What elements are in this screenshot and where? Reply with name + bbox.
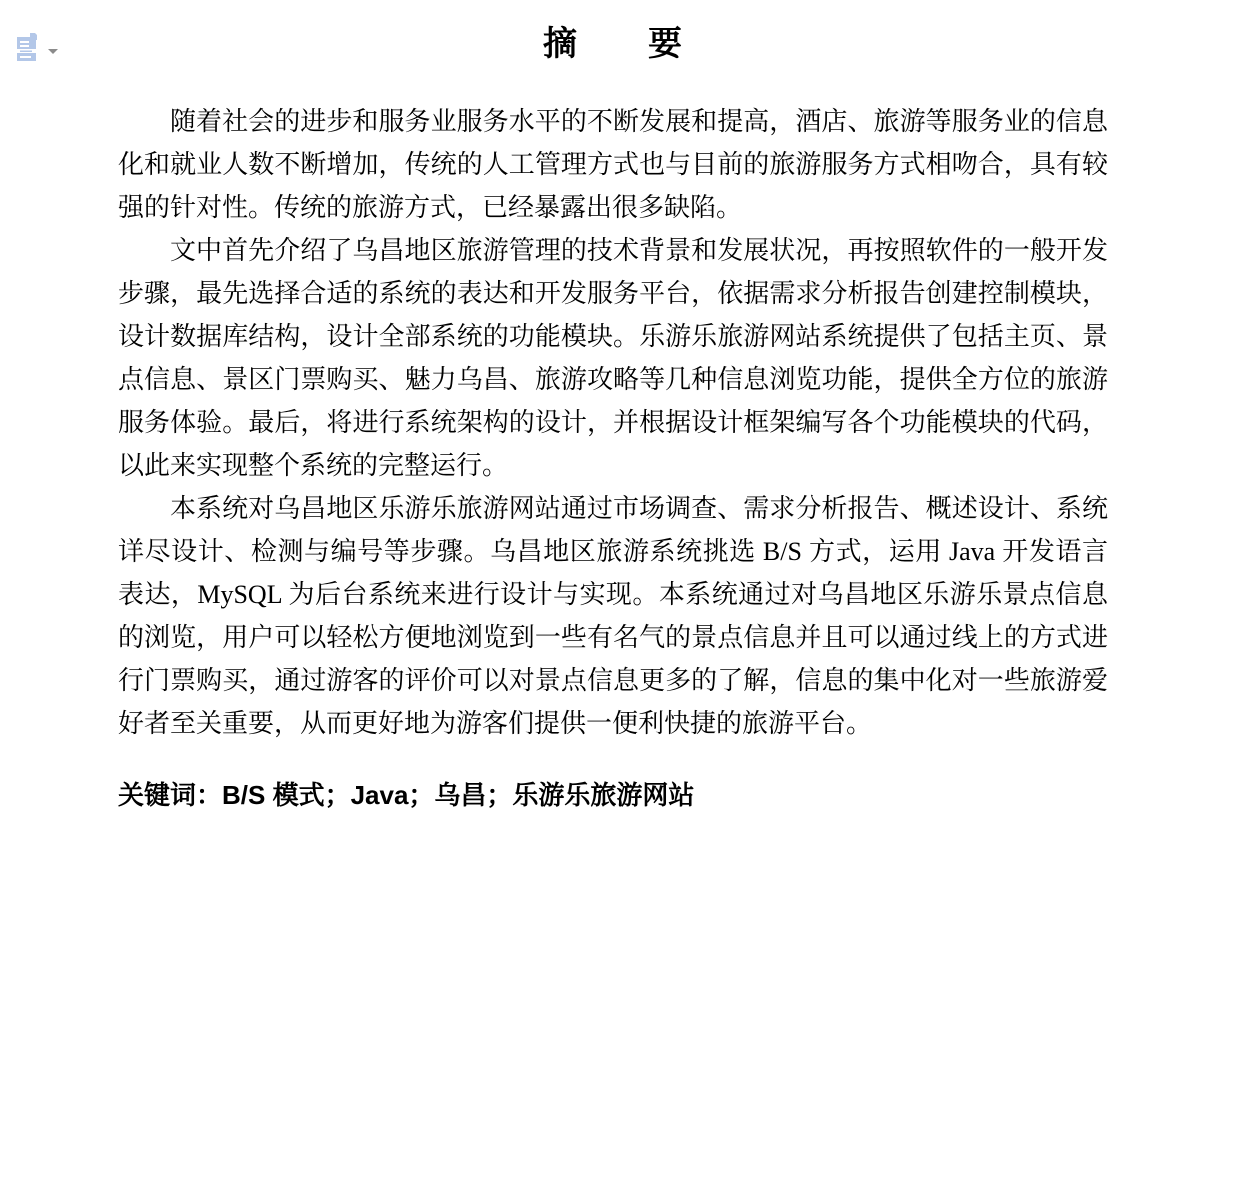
abstract-body — [118, 100, 1108, 745]
document-options-button[interactable] — [16, 33, 58, 63]
abstract-paragraph: 文中首先介绍了乌昌地区旅游管理的技术背景和发展状况，再按照软件的一般开发步骤，最先选择合适的系统的表达和开发服务平台，依据需求分析报告创建控制模块，设计数据库结构，设计全部系统的功能模块。乐游乐旅游网站系统提供了包括主页、景点信息、景区门票购买、魅力乌昌、旅游攻略等几种信息浏览功能，提供全方位的旅游服务体验。最后，将进行系统架构的设计，并根据设计框架编写各个功能模块的代码，以此来实现整个系统的完整运行。 — [118, 236, 1108, 480]
chevron-down-icon — [48, 49, 58, 54]
keywords-line: 关键词：B/S 模式；Java；乌昌；乐游乐旅游网站 — [118, 780, 695, 810]
abstract-paragraph: 随着社会的进步和服务业服务水平的不断发展和提高，酒店、旅游等服务业的信息化和就业人数不断增加，传统的人工管理方式也与目前的旅游服务方式相吻合，具有较强的针对性。传统的旅游方式，已经暴露出很多缺陷。 — [118, 107, 1108, 222]
abstract-section — [118, 0, 1108, 817]
abstract-paragraph: 本系统对乌昌地区乐游乐旅游网站通过市场调查、需求分析报告、概述设计、系统详尽设计、检测与编号等步骤。乌昌地区旅游系统挑选 B/S 方式，运用 Java 开发语言表达，MySQL 为后台系统来进行设计与实现。本系统通过对乌昌地区乐游乐景点信息的浏览，用户可以轻松方便地浏览到一些有名气的景点信息并且可以通过线上的方式进行门票购买，通过游客的评价可以对景点信息更多的了解，信息的集中化对一些旅游爱好者至关重要，从而更好地为游客们提供一便利快捷的旅游平台。 — [118, 494, 1108, 738]
page-title: 摘 要 — [543, 25, 683, 63]
document-options-icon — [16, 33, 42, 63]
